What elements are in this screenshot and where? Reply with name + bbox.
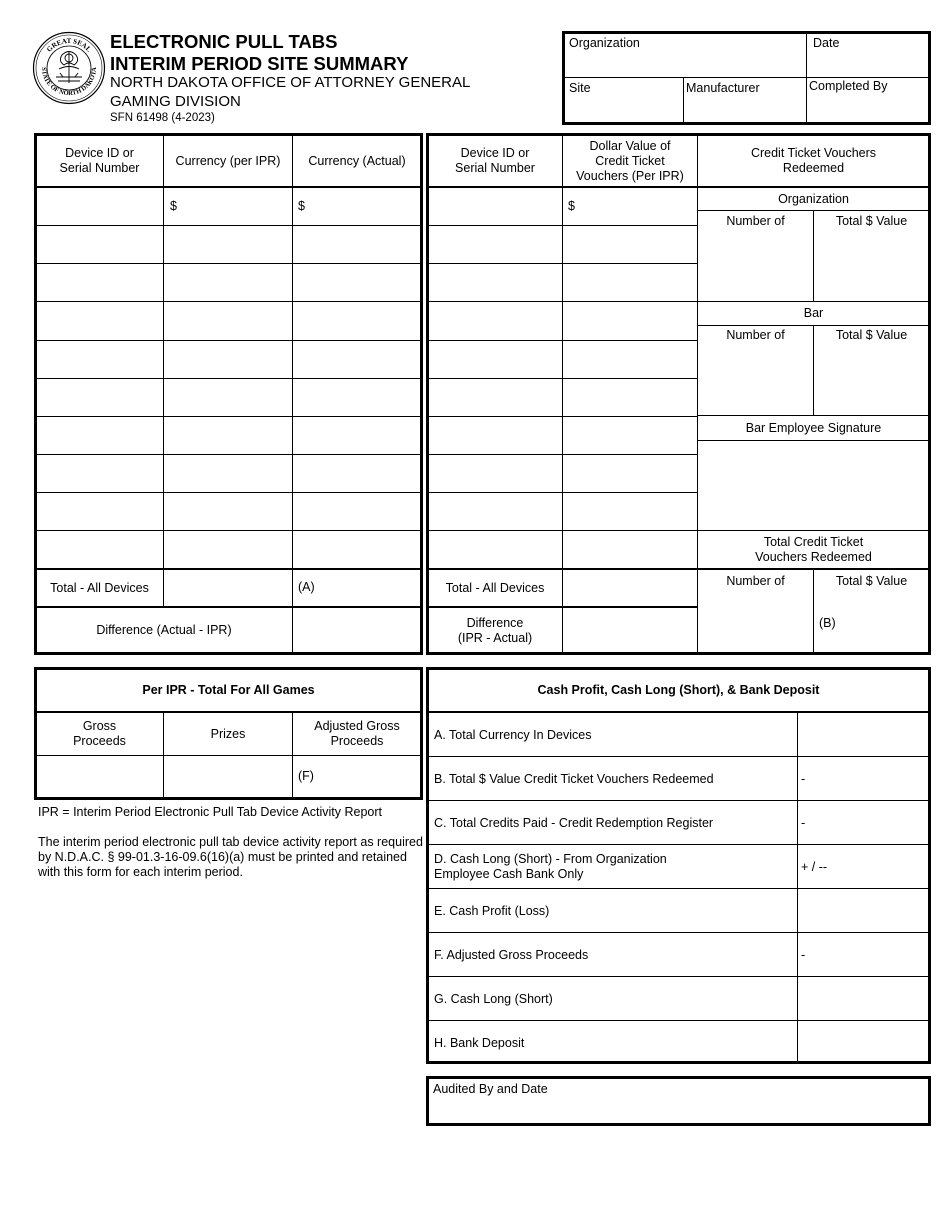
- cash-row-amount-field[interactable]: [830, 759, 928, 798]
- right-total-marker-b: (B): [819, 616, 836, 630]
- audited-by-field[interactable]: [429, 1097, 928, 1123]
- org-total-value-label: Total $ Value: [835, 213, 908, 228]
- cash-row-operator: -: [801, 948, 806, 962]
- voucher-bar-label: Bar: [803, 306, 824, 320]
- left-col-currency-actual-header: Currency (Actual): [308, 153, 406, 168]
- gross-proceeds-field[interactable]: [37, 757, 162, 797]
- cash-row-label: G. Cash Long (Short): [434, 991, 553, 1006]
- form-title-line1: ELECTRONIC PULL TABS: [110, 31, 338, 52]
- cash-row-operator: + / --: [801, 860, 828, 874]
- cash-row-label: E. Cash Profit (Loss): [434, 903, 550, 918]
- right-col-dollar-value-header: Dollar Value of Credit Ticket Vouchers (Per IPR): [576, 138, 684, 183]
- left-total-currency-actual-field[interactable]: [320, 571, 420, 605]
- agency-name: NORTH DAKOTA OFFICE OF ATTORNEY GENERAL: [110, 74, 471, 91]
- right-total-all-devices-label: Total - All Devices: [445, 580, 545, 595]
- svg-text:STATE OF NORTH DAKOTA: STATE OF NORTH DAKOTA: [39, 66, 99, 98]
- site-field-label: Site: [569, 81, 591, 95]
- date-field[interactable]: [808, 52, 928, 76]
- adjusted-gross-proceeds-header: Adjusted Gross Proceeds: [314, 719, 400, 748]
- left-difference-field[interactable]: [294, 609, 420, 652]
- organization-field-label: Organization: [569, 36, 640, 50]
- left-col-device-id-header: Device ID or Serial Number: [59, 146, 140, 175]
- completed-by-field-label: Completed By: [809, 79, 888, 93]
- left-total-all-devices-label: Total - All Devices: [50, 580, 149, 595]
- cash-row-label: F. Adjusted Gross Proceeds: [434, 947, 589, 962]
- division-name: GAMING DIVISION: [110, 93, 241, 110]
- org-number-of-label: Number of: [726, 213, 785, 228]
- bar-number-of-label: Number of: [726, 327, 785, 342]
- organization-field[interactable]: [565, 52, 805, 76]
- gross-proceeds-header: Gross Proceeds: [73, 719, 126, 748]
- total-number-of-label: Number of: [726, 573, 785, 588]
- cash-row-amount-field[interactable]: [830, 715, 928, 754]
- left-dollar-sign-ipr: $: [170, 199, 177, 213]
- site-field[interactable]: [565, 97, 682, 122]
- right-col-vouchers-redeemed-header: Credit Ticket Vouchers Redeemed: [750, 146, 877, 175]
- cash-row-amount-field[interactable]: [830, 979, 928, 1018]
- cash-row-amount-field[interactable]: [830, 935, 928, 974]
- per-ipr-marker-f: (F): [298, 769, 314, 783]
- bar-employee-signature-field[interactable]: [699, 441, 928, 529]
- bar-vouchers-entry[interactable]: [699, 345, 928, 414]
- left-total-currency-ipr-field[interactable]: [165, 571, 291, 605]
- form-title-line2: INTERIM PERIOD SITE SUMMARY: [110, 53, 409, 74]
- right-difference-label: Difference (IPR - Actual): [457, 615, 533, 645]
- org-vouchers-entry[interactable]: [699, 231, 928, 300]
- retention-note: The interim period electronic pull tab device activity report as required by N.D.A.C. § 99-01.3-16-09.6(16)(a) must be printed and retained with this form for each interim period.: [38, 835, 423, 879]
- right-col-device-id-header: Device ID or Serial Number: [455, 146, 535, 175]
- left-device-entry-area[interactable]: [37, 189, 420, 567]
- date-field-label: Date: [813, 36, 840, 50]
- audited-by-label: Audited By and Date: [433, 1082, 548, 1096]
- total-total-value-label: Total $ Value: [835, 573, 908, 588]
- right-difference-field[interactable]: [564, 609, 696, 652]
- total-credit-vouchers-label: Total Credit Ticket Vouchers Redeemed: [755, 534, 872, 564]
- cash-row-label: C. Total Credits Paid - Credit Redemption Register: [434, 815, 714, 830]
- cash-row-operator: -: [801, 772, 806, 786]
- left-total-marker-a: (A): [298, 580, 315, 594]
- cash-profit-title: Cash Profit, Cash Long (Short), & Bank Deposit: [537, 682, 820, 697]
- cash-row-amount-field[interactable]: [830, 891, 928, 930]
- voucher-organization-label: Organization: [778, 191, 849, 206]
- state-seal: [32, 31, 106, 105]
- completed-by-field[interactable]: [808, 97, 928, 122]
- cash-row-label: H. Bank Deposit: [434, 1035, 525, 1050]
- cash-row-operator: -: [801, 816, 806, 830]
- total-vouchers-entry[interactable]: [699, 591, 928, 653]
- svg-text:GREAT SEAL: GREAT SEAL: [45, 36, 93, 54]
- manufacturer-field[interactable]: [685, 97, 805, 122]
- cash-row-label: B. Total $ Value Credit Ticket Vouchers Redeemed: [434, 771, 714, 786]
- cash-row-label: A. Total Currency In Devices: [434, 727, 592, 742]
- cash-row-amount-field[interactable]: [830, 1023, 928, 1062]
- bar-employee-signature-label: Bar Employee Signature: [745, 420, 882, 435]
- right-dollar-sign: $: [568, 199, 575, 213]
- right-device-entry-area[interactable]: [429, 189, 696, 567]
- ipr-definition: IPR = Interim Period Electronic Pull Tab Device Activity Report: [38, 805, 383, 819]
- cash-row-amount-field[interactable]: [830, 847, 928, 886]
- right-total-dollar-field[interactable]: [564, 571, 696, 605]
- left-col-currency-ipr-header: Currency (per IPR): [175, 153, 281, 168]
- cash-row-label: D. Cash Long (Short) - From Organization Employee Cash Bank Only: [434, 852, 667, 881]
- manufacturer-field-label: Manufacturer: [686, 81, 760, 95]
- prizes-header: Prizes: [210, 726, 246, 741]
- left-difference-label: Difference (Actual - IPR): [96, 623, 232, 637]
- form-number: SFN 61498 (4-2023): [110, 112, 215, 124]
- bar-total-value-label: Total $ Value: [835, 327, 908, 342]
- per-ipr-title: Per IPR - Total For All Games: [142, 682, 315, 697]
- prizes-field[interactable]: [165, 757, 291, 797]
- cash-row-amount-field[interactable]: [830, 803, 928, 842]
- left-dollar-sign-actual: $: [298, 199, 305, 213]
- adjusted-gross-proceeds-field[interactable]: [320, 757, 420, 797]
